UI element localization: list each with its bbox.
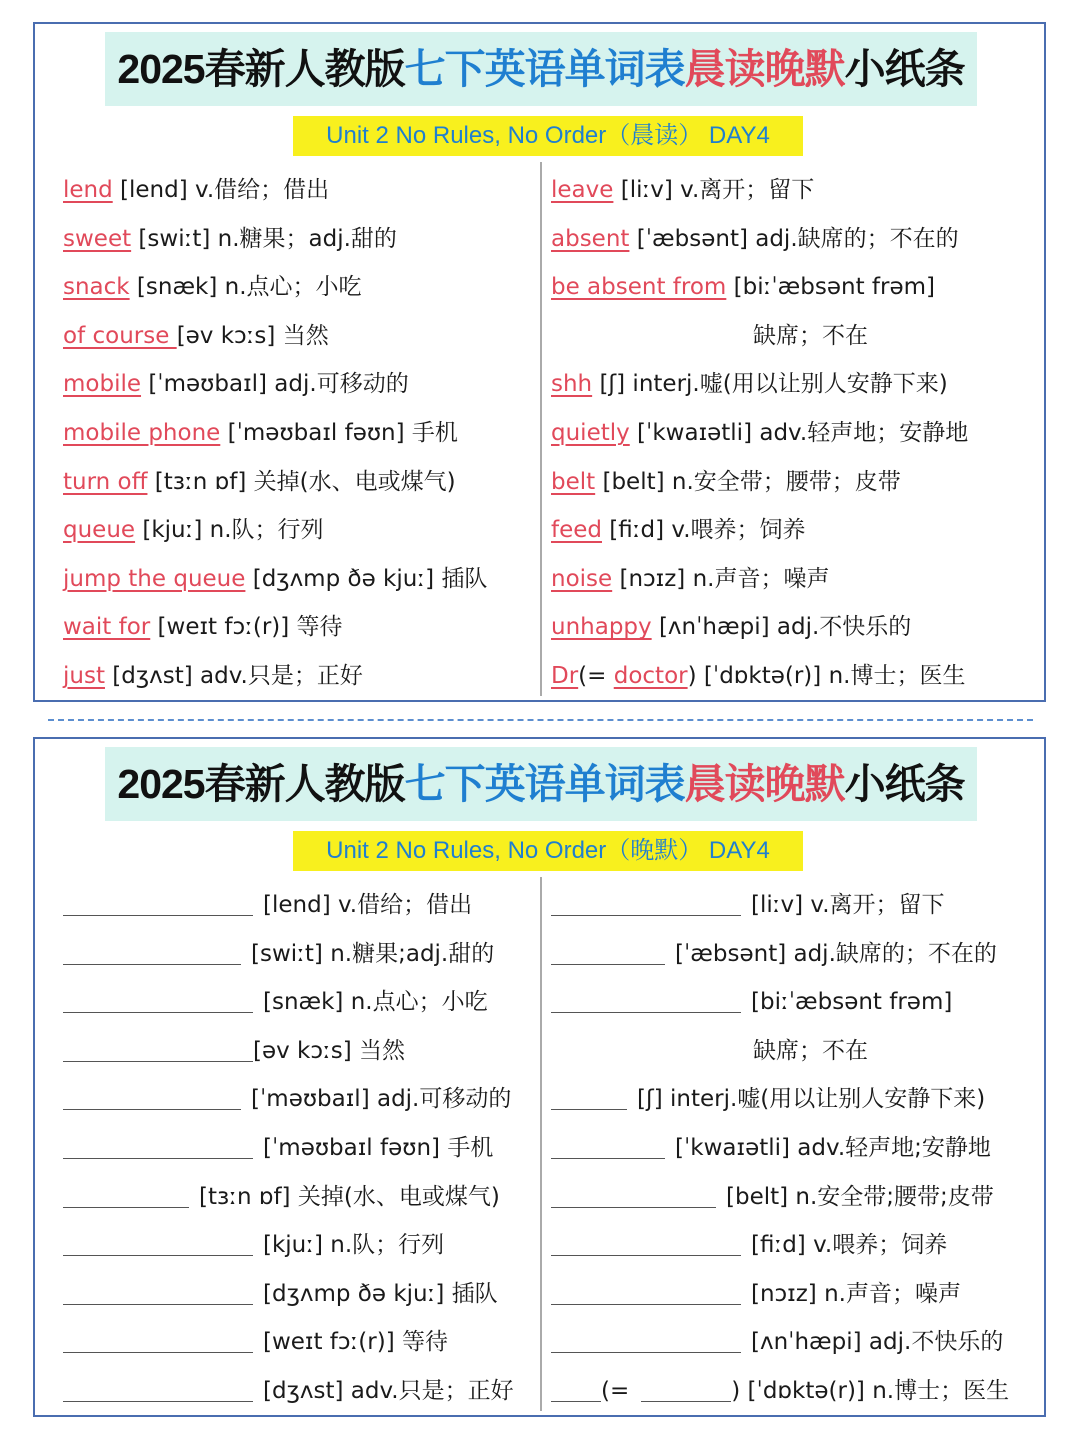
vocab-definition: [kjuː] n.队；行列 [135,517,324,544]
vocab-word: sweet [63,225,132,252]
vocab-word: snack [63,274,130,301]
list-item [63,215,538,264]
list-item [63,166,538,215]
list-item [63,1318,538,1367]
list-item [63,1124,538,1173]
vocab-word: just [63,662,105,689]
vocab-word: wait for [63,614,151,641]
vocab-word: quietly [551,419,630,446]
vocab-definition: [ʃ] interj.嘘(用以让别人安静下来) [637,1086,986,1113]
vocab-word: feed [551,517,602,544]
vocab-word: unhappy [551,614,652,641]
list-item [63,881,538,930]
list-item [551,215,1041,264]
list-item [63,506,538,555]
dictation-list-right [551,881,1041,1416]
answer-blank[interactable] [63,1083,241,1110]
vocab-definition: [ˈməʊbaɪl fəʊn] 手机 [263,1134,494,1161]
vocab-definition: [kjuː] n.队；行列 [263,1232,445,1259]
vocab-word: absent [551,225,630,252]
answer-blank[interactable] [63,1326,253,1353]
list-item [63,1221,538,1270]
title-part4: 小纸条 [844,761,965,807]
list-item [551,312,1041,361]
list-item [63,1270,538,1319]
answer-blank[interactable] [551,938,665,965]
vocab-paren: (= [578,662,614,689]
answer-blank[interactable] [63,889,253,916]
list-item [63,458,538,507]
list-item [551,458,1041,507]
word-list-left [63,166,538,701]
list-item [63,555,538,604]
answer-blank[interactable] [63,938,241,965]
vocab-word: be absent from [551,274,727,301]
list-item [551,881,1041,930]
list-item [551,930,1041,979]
list-item [551,1124,1041,1173]
list-item [551,506,1041,555]
vocab-definition: [belt] n.安全带;腰带;皮带 [726,1183,994,1210]
list-item [551,1270,1041,1319]
list-item [551,603,1041,652]
vocab-definition: [ˈməʊbaɪl fəʊn] 手机 [220,419,458,446]
list-item [63,409,538,458]
list-item [551,1173,1041,1222]
cut-line-divider [48,719,1033,721]
answer-blank[interactable] [551,1375,601,1402]
answer-blank[interactable] [551,1278,741,1305]
page-title [105,747,977,821]
title-part4: 小纸条 [844,46,965,92]
answer-blank[interactable] [63,1278,253,1305]
list-item [551,263,1041,312]
vocab-definition: [tɜːn ɒf] 关掉(水、电或煤气) [199,1183,500,1210]
answer-blank[interactable] [551,1326,741,1353]
list-item [551,360,1041,409]
vocab-definition: [ˈkwaɪətli] adv.轻声地；安静地 [629,419,969,446]
vocab-word: doctor [613,662,688,689]
vocab-word: queue [63,517,136,544]
vocab-word: noise [551,565,613,592]
list-item [63,1367,538,1416]
list-item [551,166,1041,215]
vocab-word: shh [551,371,593,398]
vocab-definition: [ˈməʊbaɪl] adj.可移动的 [141,371,409,398]
list-item [63,263,538,312]
vocab-definition: [ˈæbsənt] adj.缺席的；不在的 [629,225,959,252]
dictation-list-left [63,881,538,1416]
vocab-definition: [dʒʌst] adv.只是；正好 [104,662,363,689]
answer-blank[interactable] [63,1181,189,1208]
vocab-definition: [ˈkwaɪətli] adv.轻声地;安静地 [675,1134,991,1161]
unit-subtitle: Unit 2 No Rules, No Order（晨读） DAY4 [293,116,803,156]
list-item [63,652,538,701]
vocab-definition: [lend] v.借给；借出 [263,892,473,918]
unit-subtitle: Unit 2 No Rules, No Order（晚默） DAY4 [293,831,803,871]
list-item [63,1075,538,1124]
answer-blank[interactable] [551,1132,665,1159]
vocab-definition: 缺席；不在 [753,322,868,349]
vocab-definition: [weɪt fɔː(r)] 等待 [263,1329,448,1356]
answer-blank[interactable] [551,1229,741,1256]
vocab-definition: [əv kɔːs] 当然 [253,1037,406,1064]
answer-blank[interactable] [551,889,741,916]
list-item [551,409,1041,458]
vocab-word: mobile [63,371,142,398]
vocab-definition: [liːv] v.离开；留下 [751,892,945,918]
answer-blank[interactable] [63,1035,253,1062]
vocab-definition: [əv kɔːs] 当然 [176,322,329,349]
list-item [63,978,538,1027]
vocab-definition: [fiːd] v.喂养；饲养 [751,1232,948,1259]
vocab-definition: [dʒʌmp ðə kjuː] 插队 [263,1280,498,1307]
title-part3: 晨读晚默 [684,46,845,92]
list-item [63,312,538,361]
vocab-definition: [dʒʌst] adv.只是；正好 [263,1377,514,1404]
title-part1: 2025春新人教版 [117,761,405,807]
vocab-definition: [nɔɪz] n.声音；噪声 [751,1280,961,1307]
vocab-paren: (= [601,1377,630,1404]
vocab-word: turn off [63,468,148,495]
list-item [551,652,1041,701]
vocab-definition: [snæk] n.点心；小吃 [263,989,488,1016]
vocab-definition: [ʌnˈhæpi] adj.不快乐的 [651,614,912,641]
list-item [63,603,538,652]
vocab-definition: [snæk] n.点心；小吃 [129,274,362,301]
title-part3: 晨读晚默 [684,761,845,807]
vocab-word: mobile phone [63,419,221,446]
vocab-definition: [lend] v.借给；借出 [112,177,330,203]
vocab-definition: ) [ˈdɒktə(r)] n.博士；医生 [731,1377,1010,1404]
vocab-definition: ) [ˈdɒktə(r)] n.博士；医生 [687,662,966,689]
vocab-definition: [fiːd] v.喂养；饲养 [602,517,806,544]
vocab-definition: [ˈæbsənt] adj.缺席的；不在的 [675,940,997,967]
answer-blank[interactable] [63,1132,253,1159]
title-part2: 七下英语单词表 [404,46,685,92]
vocab-definition: [dʒʌmp ðə kjuː] 插队 [245,565,488,592]
vocab-definition: [swiːt] n.糖果；adj.甜的 [131,225,397,252]
vocab-word: jump the queue [63,565,246,592]
answer-blank[interactable] [63,1375,253,1402]
vocab-definition: [weɪt fɔː(r)] 等待 [150,614,343,641]
list-item [551,1075,1041,1124]
list-item [551,1221,1041,1270]
list-item [551,1027,1041,1076]
list-item [63,1027,538,1076]
title-part2: 七下英语单词表 [404,761,685,807]
vocab-definition: [tɜːn ɒf] 关掉(水、电或煤气) [147,468,456,495]
page-title [105,32,977,106]
list-item [63,1173,538,1222]
vocab-definition: [ˈməʊbaɪl] adj.可移动的 [251,1086,512,1113]
vocab-word: belt [551,468,596,495]
vocab-word: of course [63,322,177,349]
vocab-definition: [biːˈæbsənt frəm] [751,989,953,1016]
list-item [63,930,538,979]
vocab-word: leave [551,177,614,203]
answer-blank[interactable] [551,1083,627,1110]
column-divider [540,162,542,696]
answer-blank[interactable] [551,986,741,1013]
vocab-definition: [swiːt] n.糖果;adj.甜的 [251,940,495,967]
evening-dictation-card [33,737,1046,1417]
list-item [551,555,1041,604]
answer-blank[interactable] [641,1375,731,1402]
vocab-definition: [ʃ] interj.嘘(用以让别人安静下来) [592,371,948,398]
answer-blank[interactable] [551,1181,716,1208]
list-item [551,978,1041,1027]
vocab-word: Dr [551,662,579,689]
list-item [551,1318,1041,1367]
vocab-definition: [liːv] v.离开；留下 [613,177,815,203]
list-item [551,1367,1041,1416]
vocab-definition: 缺席；不在 [753,1037,868,1064]
column-divider [540,877,542,1411]
vocab-definition: [belt] n.安全带；腰带；皮带 [595,468,901,495]
title-part1: 2025春新人教版 [117,46,405,92]
vocab-definition: [biːˈæbsənt frəm] [726,274,935,301]
list-item [63,360,538,409]
word-list-right [551,166,1041,701]
vocab-definition: [nɔɪz] n.声音；噪声 [612,565,830,592]
vocab-definition: [ʌnˈhæpi] adj.不快乐的 [751,1329,1004,1356]
vocab-word: lend [63,177,113,203]
morning-reading-card [33,22,1046,702]
answer-blank[interactable] [63,1229,253,1256]
answer-blank[interactable] [63,986,253,1013]
